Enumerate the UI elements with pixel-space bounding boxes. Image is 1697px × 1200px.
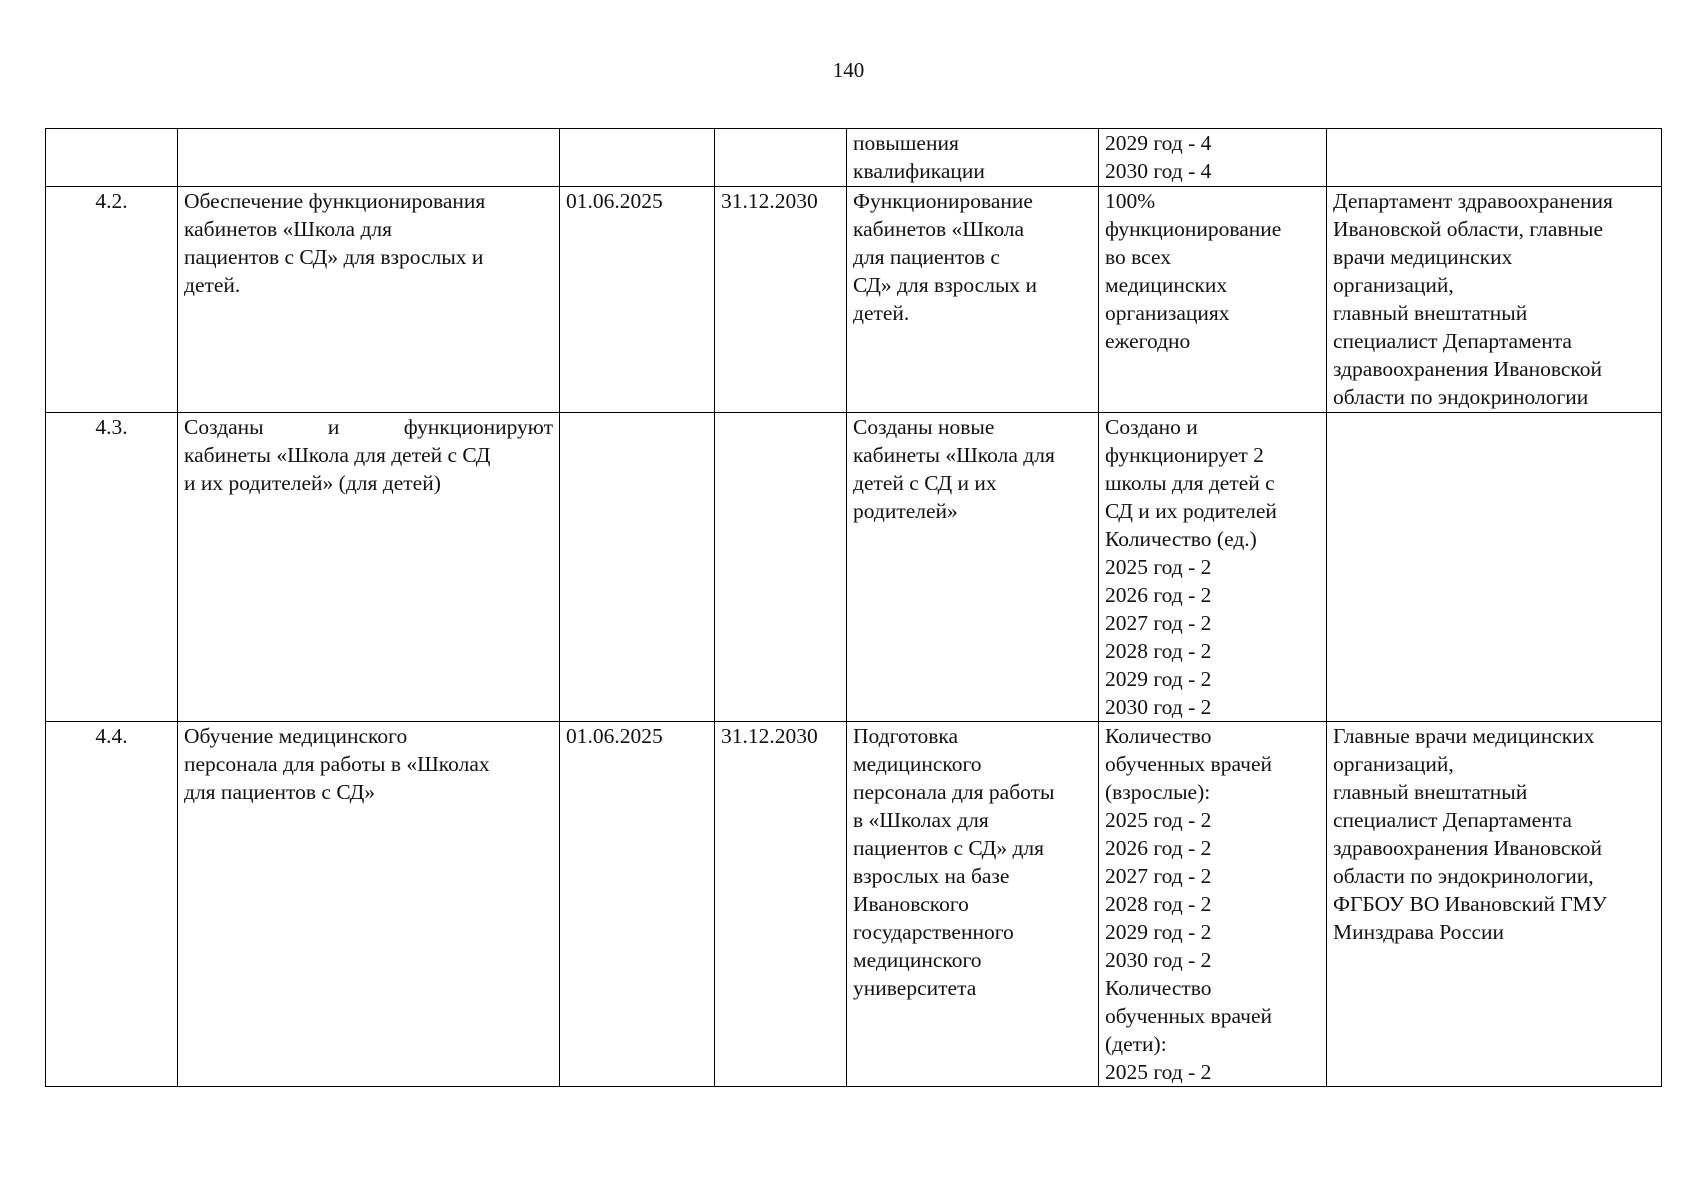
- text-line: 2029 год - 4: [1105, 131, 1212, 155]
- text-line: 2028 год - 2: [1105, 639, 1212, 663]
- table-row: [46, 413, 1662, 722]
- text-line: взрослых на базе: [853, 864, 1010, 888]
- event-cell: [178, 413, 560, 722]
- text-line: организаций,: [1333, 273, 1454, 297]
- text-line: ФГБОУ ВО Ивановский ГМУ: [1333, 892, 1607, 916]
- text-line: 100%: [1105, 189, 1156, 213]
- text-line: 2030 год - 2: [1105, 948, 1212, 972]
- word: функционируют: [403, 415, 553, 439]
- indicator-cell: [1099, 413, 1327, 722]
- word: Созданы: [184, 415, 264, 439]
- start-date-cell: 01.06.2025: [560, 722, 715, 1087]
- text-line: СД и их родителей: [1105, 499, 1277, 523]
- start-date-cell: [560, 129, 715, 187]
- responsible-cell: [1327, 129, 1662, 187]
- text-line: родителей»: [853, 499, 958, 523]
- text-line: функционирует 2: [1105, 443, 1264, 467]
- page-number: 140: [832, 58, 865, 82]
- text-line: Создано и: [1105, 415, 1198, 439]
- text-line: Главные врачи медицинских: [1333, 724, 1595, 748]
- text-line: организаций,: [1333, 752, 1454, 776]
- text-line: здравоохранения Ивановской: [1333, 357, 1603, 381]
- text-line: главный внештатный: [1333, 780, 1528, 804]
- text-line: кабинеты «Школа для детей с СД: [184, 443, 491, 467]
- start-date-cell: 01.06.2025: [560, 187, 715, 413]
- text-line: Обучение медицинского: [184, 724, 408, 748]
- text-line: 2028 год - 2: [1105, 892, 1212, 916]
- text-line: квалификации: [853, 159, 985, 183]
- text-line: медицинского: [853, 752, 982, 776]
- text-line: Количество: [1105, 724, 1212, 748]
- text-line: 2026 год - 2: [1105, 583, 1212, 607]
- event-cell: [178, 129, 560, 187]
- text-line: пациентов с СД» для взрослых и: [184, 245, 484, 269]
- text-line: СД» для взрослых и: [853, 273, 1038, 297]
- text-line: школы для детей с: [1105, 471, 1275, 495]
- table-row: [46, 129, 1662, 187]
- text-line: обученных врачей: [1105, 752, 1273, 776]
- text-line: для пациентов с СД»: [184, 780, 376, 804]
- indicator-cell: [1099, 129, 1327, 187]
- text-line: во всех: [1105, 245, 1171, 269]
- end-date-cell: [715, 129, 847, 187]
- text-line: Департамент здравоохранения: [1333, 189, 1613, 213]
- text-line: обученных врачей: [1105, 1004, 1273, 1028]
- text-line: Ивановского: [853, 892, 969, 916]
- text-line: персонала для работы в «Школах: [184, 752, 490, 776]
- text-line: пациентов с СД» для: [853, 836, 1045, 860]
- row-number: [46, 129, 178, 187]
- text-line: детей.: [853, 301, 910, 325]
- text-line: 2027 год - 2: [1105, 864, 1212, 888]
- text-line: в «Школах для: [853, 808, 989, 832]
- text-line: (взрослые):: [1105, 780, 1211, 804]
- text-line: для пациентов с: [853, 245, 1000, 269]
- word: и: [327, 415, 340, 439]
- text-line: организациях: [1105, 301, 1230, 325]
- end-date-cell: 31.12.2030: [715, 722, 847, 1087]
- text-line: Ивановской области, главные: [1333, 217, 1604, 241]
- responsible-cell: [1327, 187, 1662, 413]
- indicator-cell: [1099, 722, 1327, 1087]
- text-line: Подготовка: [853, 724, 959, 748]
- text-line: 2030 год - 4: [1105, 159, 1212, 183]
- text-line: университета: [853, 976, 977, 1000]
- text-line: повышения: [853, 131, 959, 155]
- text-line: 2025 год - 2: [1105, 555, 1212, 579]
- text-line: области по эндокринологии: [1333, 385, 1589, 409]
- text-line: 2030 год - 2: [1105, 695, 1212, 719]
- text-line: [184, 413, 553, 441]
- text-line: государственного: [853, 920, 1014, 944]
- text-line: 2029 год - 2: [1105, 920, 1212, 944]
- result-cell: [847, 129, 1099, 187]
- text-line: ежегодно: [1105, 329, 1191, 353]
- table-row: [46, 722, 1662, 1087]
- text-line: специалист Департамента: [1333, 808, 1572, 832]
- row-number: 4.3.: [46, 413, 178, 722]
- text-line: медицинского: [853, 948, 982, 972]
- text-line: кабинетов «Школа: [853, 217, 1025, 241]
- text-line: кабинетов «Школа для: [184, 217, 393, 241]
- text-line: функционирование: [1105, 217, 1282, 241]
- text-line: Функционирование: [853, 189, 1033, 213]
- row-number: 4.2.: [46, 187, 178, 413]
- text-line: здравоохранения Ивановской: [1333, 836, 1603, 860]
- text-line: 2029 год - 2: [1105, 667, 1212, 691]
- end-date-cell: 31.12.2030: [715, 187, 847, 413]
- text-line: врачи медицинских: [1333, 245, 1513, 269]
- responsible-cell: [1327, 413, 1662, 722]
- text-line: 2026 год - 2: [1105, 836, 1212, 860]
- text-line: Количество: [1105, 976, 1212, 1000]
- text-line: Количество (ед.): [1105, 527, 1257, 551]
- text-line: персонала для работы: [853, 780, 1055, 804]
- event-cell: [178, 722, 560, 1087]
- text-line: Созданы новые: [853, 415, 995, 439]
- text-line: 2027 год - 2: [1105, 611, 1212, 635]
- text-line: главный внештатный: [1333, 301, 1528, 325]
- row-number: 4.4.: [46, 722, 178, 1087]
- text-line: 2025 год - 2: [1105, 1060, 1212, 1084]
- result-cell: [847, 187, 1099, 413]
- start-date-cell: [560, 413, 715, 722]
- text-line: детей с СД и их: [853, 471, 997, 495]
- result-cell: [847, 413, 1099, 722]
- text-line: (дети):: [1105, 1032, 1167, 1056]
- indicator-cell: [1099, 187, 1327, 413]
- text-line: и их родителей» (для детей): [184, 471, 441, 495]
- text-line: области по эндокринологии,: [1333, 864, 1594, 888]
- text-line: специалист Департамента: [1333, 329, 1572, 353]
- plan-table: [45, 128, 1662, 1087]
- event-cell: [178, 187, 560, 413]
- result-cell: [847, 722, 1099, 1087]
- text-line: 2025 год - 2: [1105, 808, 1212, 832]
- text-line: Обеспечение функционирования: [184, 189, 486, 213]
- end-date-cell: [715, 413, 847, 722]
- text-line: Минздрава России: [1333, 920, 1505, 944]
- text-line: детей.: [184, 273, 241, 297]
- table-row: [46, 187, 1662, 413]
- text-line: кабинеты «Школа для: [853, 443, 1055, 467]
- responsible-cell: [1327, 722, 1662, 1087]
- text-line: медицинских: [1105, 273, 1228, 297]
